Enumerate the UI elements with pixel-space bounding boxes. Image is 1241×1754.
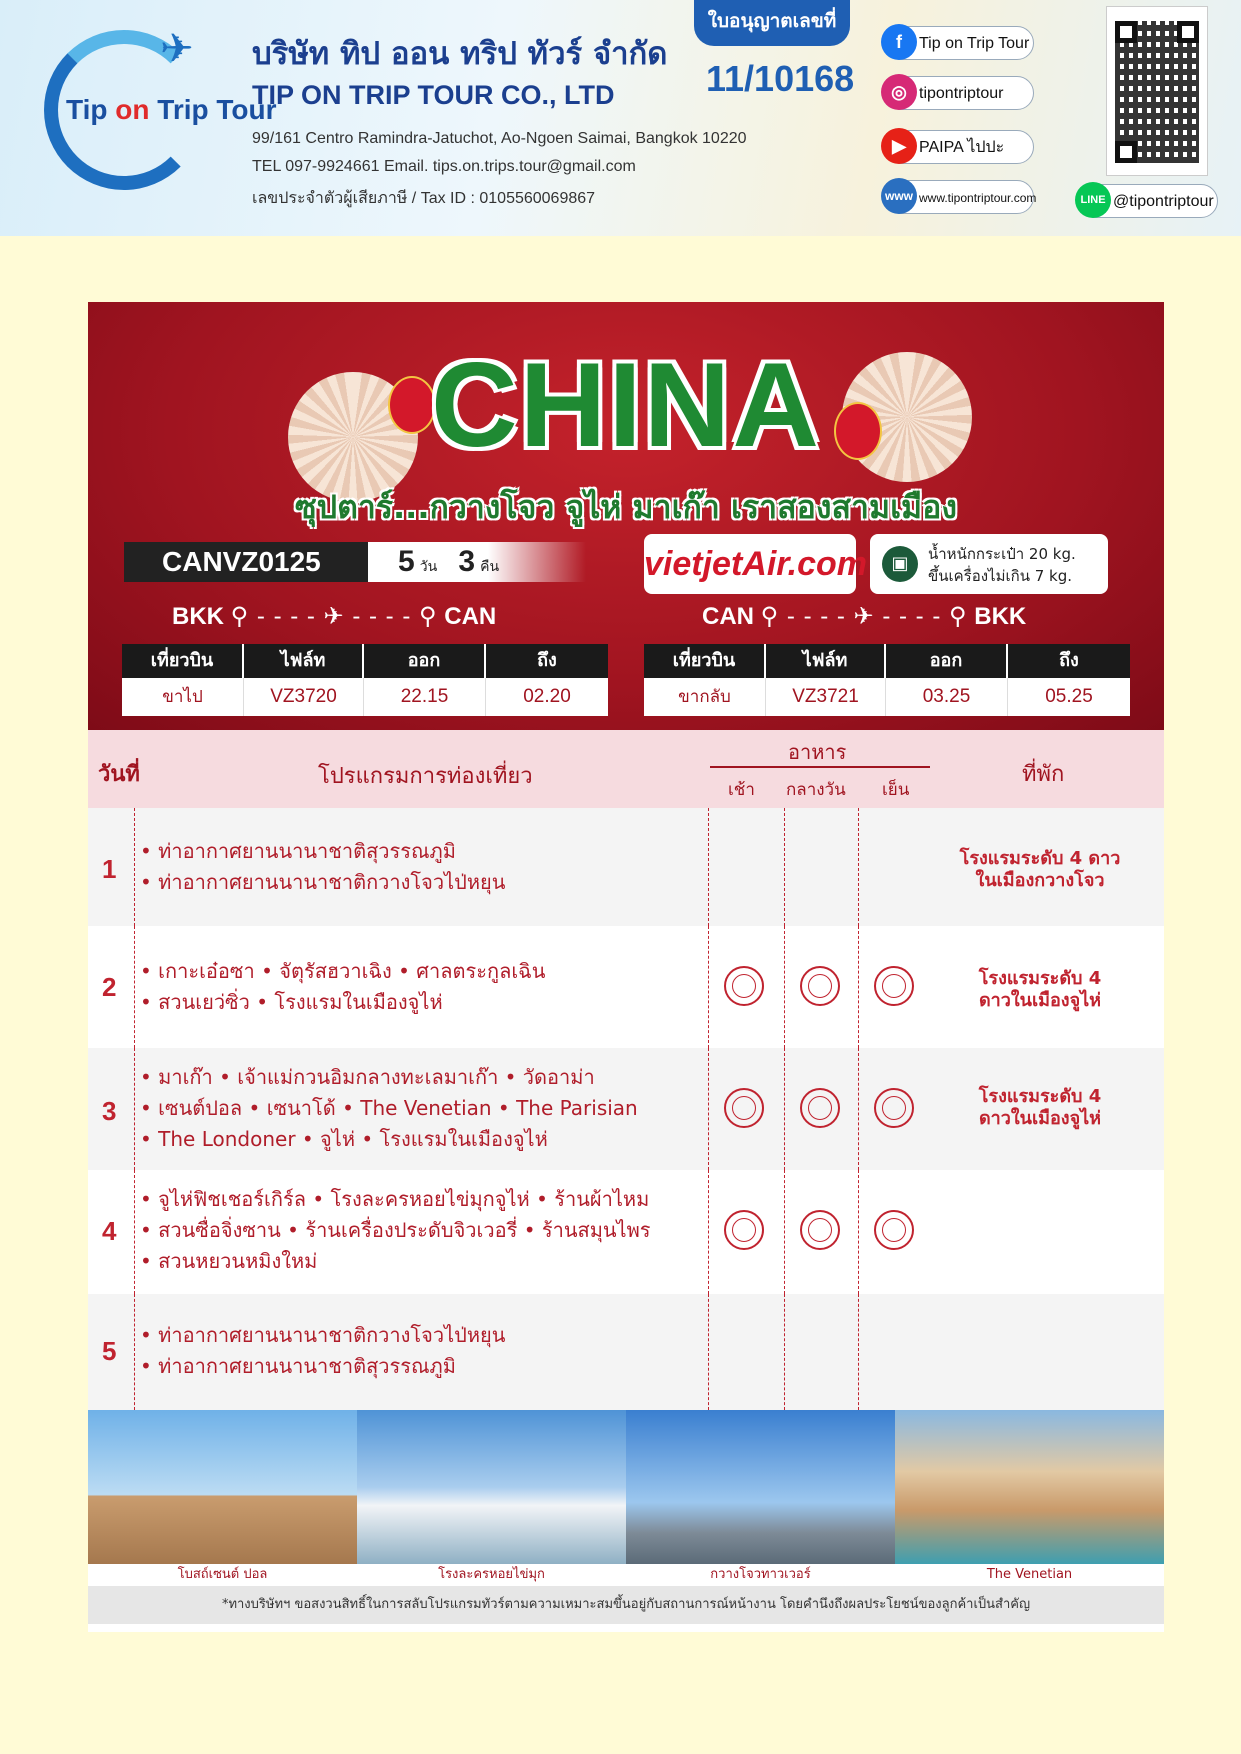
- meal-plate-icon: [800, 1210, 840, 1250]
- day-divider: [134, 926, 135, 1048]
- day-activities: [140, 836, 505, 898]
- meal-divider: [858, 808, 859, 926]
- return-destination: BKK: [974, 603, 1027, 630]
- website-label: www.tipontriptour.com: [919, 191, 1037, 205]
- line-icon: LINE: [1075, 182, 1111, 218]
- luggage-icon: ▣: [882, 546, 918, 582]
- meal-plate-icon: [800, 966, 840, 1006]
- flight-header-flight: ไฟล์ท: [766, 644, 886, 678]
- company-logo: [40, 22, 277, 202]
- outbound-flight-number: VZ3720: [244, 678, 364, 716]
- hotel-line: โรงแรมระดับ 4: [978, 968, 1102, 989]
- license-label: ใบอนุญาตเลขที่: [694, 0, 850, 46]
- meal-plate-icon: [724, 1210, 764, 1250]
- day-divider: [134, 808, 135, 926]
- photo-caption: กวางโจวทาวเวอร์: [626, 1564, 895, 1586]
- baggage-checked: น้ำหนักกระเป๋า 20 kg.: [928, 545, 1076, 563]
- photo-st-paul: [88, 1410, 357, 1586]
- outbound-depart-time: 22.15: [364, 678, 486, 716]
- tour-banner: [88, 302, 1164, 730]
- meal-plate-icon: [874, 1210, 914, 1250]
- day-activities: [140, 1184, 651, 1277]
- header-meals: อาหาร: [788, 740, 847, 764]
- meal-plate-icon: [800, 1088, 840, 1128]
- day-number: 2: [102, 972, 117, 1002]
- header-hotel: ที่พัก: [1022, 762, 1065, 787]
- meal-divider: [784, 926, 785, 1048]
- return-depart-time: 03.25: [886, 678, 1008, 716]
- flight-header-arrive: ถึง: [1008, 644, 1130, 678]
- photo-image: [895, 1410, 1164, 1564]
- tour-code: CANVZ0125: [124, 542, 368, 582]
- license-number: 11/10168: [706, 58, 855, 99]
- meal-divider: [784, 808, 785, 926]
- meal-divider: [708, 1170, 709, 1294]
- itinerary-day-1: [88, 808, 1164, 926]
- activity-line: • จูไห่ฟิชเชอร์เกิร์ล • โรงละครหอยไข่มุกจูไห่ • ร้านผ้าไหม: [140, 1184, 651, 1215]
- hotel-line: โรงแรมระดับ 4: [978, 1086, 1102, 1107]
- day-activities: [140, 956, 545, 1018]
- outbound-destination: CAN: [444, 603, 497, 630]
- return-trip: ขากลับ: [644, 678, 766, 716]
- youtube-link[interactable]: [884, 130, 1034, 164]
- youtube-label: PAIPA ไปปะ: [919, 139, 1005, 156]
- activity-line: • สวนเยว่ซิ่ว • โรงแรมในเมืองจูไห่: [140, 987, 545, 1018]
- route-dots-icon: ⚲ - - - - ✈ - - - - ⚲: [230, 603, 438, 630]
- instagram-link[interactable]: [884, 76, 1034, 110]
- tour-title: CHINA: [431, 338, 821, 472]
- meal-divider: [708, 926, 709, 1048]
- return-origin: CAN: [702, 603, 754, 630]
- company-contact: TEL 097-9924661 Email. tips.on.trips.tour@gmail.com: [252, 158, 636, 175]
- flight-header-trip: เที่ยวบิน: [644, 644, 766, 678]
- photo-caption: โรงละครหอยไข่มุก: [357, 1564, 626, 1586]
- meal-divider: [784, 1170, 785, 1294]
- qr-finder-top-left: [1115, 21, 1137, 43]
- company-tax-id: เลขประจำตัวผู้เสียภาษี / Tax ID : 0105560069867: [252, 190, 596, 207]
- activity-line: • เกาะเอ๋อซา • จัตุรัสฮวาเฉิง • ศาลตระกูลเฉิน: [140, 956, 545, 987]
- outbound-flight-table: [122, 644, 608, 716]
- activity-line: • ท่าอากาศยานนานาชาติสุวรรณภูมิ: [140, 1351, 505, 1382]
- return-flight-table: [644, 644, 1130, 716]
- activity-line: • ท่าอากาศยานนานาชาติสุวรรณภูมิ: [140, 836, 505, 867]
- flight-header-depart: ออก: [364, 644, 486, 678]
- meal-plate-icon: [874, 966, 914, 1006]
- activity-line: • เซนต์ปอล • เซนาโด้ • The Venetian • The Parisian: [140, 1093, 638, 1124]
- day-activities: [140, 1320, 505, 1382]
- day-number: 4: [102, 1216, 117, 1246]
- flight-header-flight: ไฟล์ท: [244, 644, 364, 678]
- company-name-th: บริษัท ทิป ออน ทริป ทัวร์ จำกัด: [252, 36, 668, 72]
- hotel-line: ดาวในเมืองจูไห่: [978, 990, 1102, 1011]
- meal-divider: [708, 1048, 709, 1170]
- itinerary-day-3: [88, 1048, 1164, 1170]
- day-divider: [134, 1294, 135, 1410]
- hotel-line: โรงแรมระดับ 4 ดาว: [959, 848, 1121, 869]
- return-flight-number: VZ3721: [766, 678, 886, 716]
- nights-unit: คืน: [480, 559, 500, 575]
- days-unit: วัน: [419, 559, 438, 575]
- outbound-arrive-time: 02.20: [486, 678, 608, 716]
- airline-logo: vietjetAir.com: [644, 534, 856, 594]
- itinerary-day-4: [88, 1170, 1164, 1294]
- photo-opera-house: [357, 1410, 626, 1586]
- meal-divider: [858, 1294, 859, 1410]
- outbound-trip: ขาไป: [122, 678, 244, 716]
- company-name-en: TIP ON TRIP TOUR CO., LTD: [252, 80, 615, 110]
- photo-caption: The Venetian: [895, 1564, 1164, 1586]
- qr-finder-top-right: [1177, 21, 1199, 43]
- meal-divider: [708, 808, 709, 926]
- company-address: 99/161 Centro Ramindra-Jatuchot, Ao-Ngoen Saimai, Bangkok 10220: [252, 130, 747, 147]
- itinerary-header: [88, 730, 1164, 808]
- meal-plate-icon: [724, 966, 764, 1006]
- tour-poster: [88, 302, 1164, 1632]
- flight-header-arrive: ถึง: [486, 644, 608, 678]
- itinerary-day-2: [88, 926, 1164, 1048]
- instagram-icon: ◎: [881, 74, 917, 110]
- meal-divider: [708, 1294, 709, 1410]
- return-arrive-time: 05.25: [1008, 678, 1130, 716]
- qr-finder-bottom-left: [1115, 141, 1137, 163]
- meal-divider: [858, 1048, 859, 1170]
- outbound-route: [172, 602, 496, 631]
- photo-image: [357, 1410, 626, 1564]
- line-label: @tipontriptour: [1113, 193, 1214, 210]
- day-number: 5: [102, 1336, 117, 1366]
- photo-strip: [88, 1410, 1164, 1586]
- meal-plate-icon: [874, 1088, 914, 1128]
- itinerary-day-5: [88, 1294, 1164, 1410]
- hotel-line: ในเมืองกวางโจว: [975, 870, 1105, 891]
- photo-caption: โบสถ์เซนต์ ปอล: [88, 1564, 357, 1586]
- days-count: 5: [398, 545, 415, 578]
- outbound-origin: BKK: [172, 603, 224, 630]
- tour-duration: [368, 542, 586, 582]
- meal-plate-icon: [724, 1088, 764, 1128]
- route-dots-icon: ⚲ - - - - ✈ - - - - ⚲: [760, 603, 968, 630]
- flight-header-trip: เที่ยวบิน: [122, 644, 244, 678]
- activity-line: • ท่าอากาศยานนานาชาติกวางโจวไป่หยุน: [140, 867, 505, 898]
- flight-header-depart: ออก: [886, 644, 1008, 678]
- meals-divider: [710, 766, 930, 768]
- activity-line: • The Londoner • จูไห่ • โรงแรมในเมืองจูไห่: [140, 1124, 638, 1155]
- website-link[interactable]: [884, 180, 1037, 214]
- day-number: 1: [102, 854, 117, 884]
- header-dinner: เย็น: [882, 780, 910, 800]
- photo-image: [88, 1410, 357, 1564]
- facebook-label: Tip on Trip Tour: [919, 35, 1030, 52]
- day-divider: [134, 1048, 135, 1170]
- globe-icon: www: [881, 178, 917, 214]
- day-activities: [140, 1062, 638, 1155]
- activity-line: • ท่าอากาศยานนานาชาติกวางโจวไป่หยุน: [140, 1320, 505, 1351]
- photo-image: [626, 1410, 895, 1564]
- tour-subtitle: ซุปตาร์...กวางโจว จูไห่ มาเก๊า เราสองสามเมือง: [295, 488, 957, 526]
- day-hotel: [930, 848, 1150, 892]
- photo-venetian: [895, 1410, 1164, 1586]
- header-lunch: กลางวัน: [786, 780, 846, 800]
- activity-line: • มาเก๊า • เจ้าแม่กวนอิมกลางทะเลมาเก๊า • วัดอาม่า: [140, 1062, 638, 1093]
- facebook-link[interactable]: [884, 26, 1034, 60]
- header-program: โปรแกรมการท่องเที่ยว: [318, 764, 533, 789]
- meal-divider: [784, 1048, 785, 1170]
- meal-divider: [784, 1294, 785, 1410]
- line-link[interactable]: [1078, 184, 1218, 218]
- baggage-carry-on: ขึ้นเครื่องไม่เกิน 7 kg.: [928, 567, 1073, 585]
- return-route: [702, 602, 1026, 631]
- hotel-line: ดาวในเมืองจูไห่: [978, 1108, 1102, 1129]
- meal-divider: [858, 926, 859, 1048]
- photo-canton-tower: [626, 1410, 895, 1586]
- nights-count: 3: [458, 545, 475, 578]
- day-hotel: [930, 1086, 1150, 1130]
- meal-divider: [858, 1170, 859, 1294]
- baggage-info: [870, 534, 1108, 594]
- instagram-label: tipontriptour: [919, 85, 1004, 102]
- youtube-icon: ▶: [881, 128, 917, 164]
- plane-icon: ✈: [160, 26, 194, 72]
- disclaimer-note: *ทางบริษัทฯ ขอสงวนสิทธิ์ในการสลับโปรแกรมทัวร์ตามความเหมาะสมขึ้นอยู่กับสถานการณ์หน้างาน โดยคำนึงถึงผลประโยชน์ของลูกค้าเป็นสำคัญ: [88, 1586, 1164, 1624]
- company-header: [0, 0, 1241, 236]
- day-number: 3: [102, 1096, 117, 1126]
- qr-code: [1106, 6, 1208, 176]
- logo-text: Tip on Trip Tour: [66, 94, 277, 125]
- day-hotel: [930, 968, 1150, 1012]
- facebook-icon: f: [881, 24, 917, 60]
- header-day: วันที่: [98, 762, 140, 787]
- activity-line: • สวนหยวนหมิงใหม่: [140, 1246, 651, 1277]
- day-divider: [134, 1170, 135, 1294]
- header-breakfast: เช้า: [728, 780, 755, 800]
- activity-line: • สวนซื่อจิ่งซาน • ร้านเครื่องประดับจิวเวอรี่ • ร้านสมุนไพร: [140, 1215, 651, 1246]
